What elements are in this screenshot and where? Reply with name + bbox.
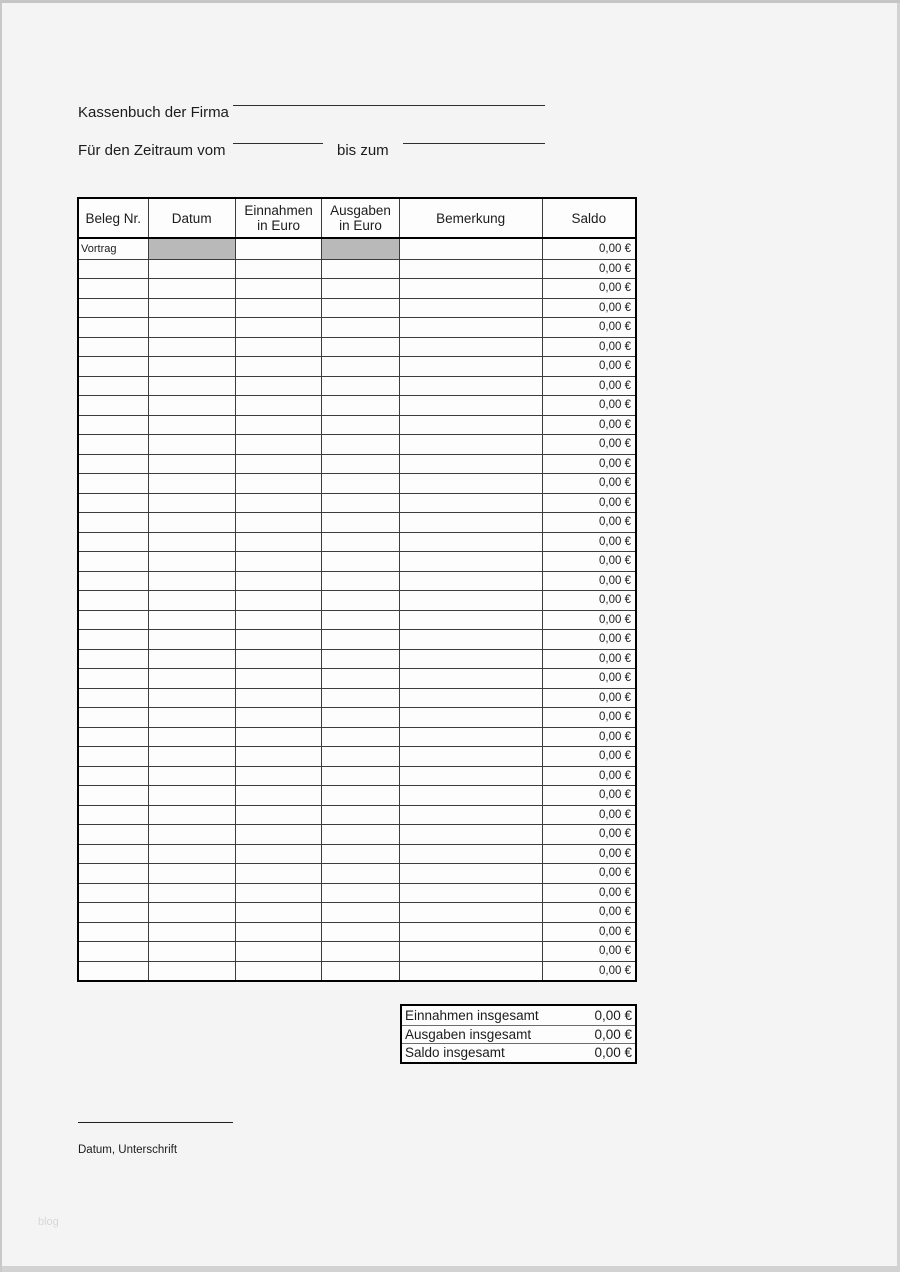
empty-cell: [322, 338, 399, 357]
empty-cell: [149, 416, 236, 435]
empty-cell: [79, 435, 149, 454]
empty-cell: [322, 396, 399, 415]
empty-cell: [400, 630, 543, 649]
empty-cell: [322, 630, 399, 649]
empty-cell: [79, 767, 149, 786]
empty-cell: [400, 318, 543, 337]
empty-cell: [79, 279, 149, 298]
saldo-cell: 0,00 €: [599, 633, 632, 646]
empty-cell: [149, 845, 236, 864]
empty-cell: [149, 513, 236, 532]
signature-line: [78, 1122, 233, 1123]
table-row: [79, 961, 635, 981]
table-row: [79, 278, 635, 298]
empty-cell: [322, 942, 399, 961]
empty-cell: [322, 377, 399, 396]
empty-cell: [79, 611, 149, 630]
empty-cell: [149, 260, 236, 279]
empty-cell: [236, 279, 322, 298]
empty-cell: [236, 884, 322, 903]
empty-cell: [400, 845, 543, 864]
saldo-cell: 0,00 €: [599, 769, 632, 782]
empty-cell: [400, 338, 543, 357]
shaded-cell: [322, 239, 399, 259]
empty-cell: [400, 728, 543, 747]
empty-cell: [149, 923, 236, 942]
table-row: [79, 512, 635, 532]
empty-cell: [79, 728, 149, 747]
empty-cell: [79, 338, 149, 357]
empty-cell: [236, 260, 322, 279]
empty-cell: [149, 357, 236, 376]
empty-cell: [400, 513, 543, 532]
empty-cell: [322, 845, 399, 864]
empty-cell: [79, 708, 149, 727]
empty-cell: [322, 708, 399, 727]
empty-cell: [149, 884, 236, 903]
empty-cell: [149, 279, 236, 298]
table-row: [79, 766, 635, 786]
empty-cell: [400, 884, 543, 903]
empty-cell: [322, 494, 399, 513]
column-header: Datum: [149, 199, 236, 237]
empty-cell: [236, 786, 322, 805]
empty-cell: [79, 513, 149, 532]
table-row: [79, 454, 635, 474]
table-row: [79, 805, 635, 825]
empty-cell: [79, 572, 149, 591]
saldo-cell: 0,00 €: [599, 438, 632, 451]
empty-cell: [236, 767, 322, 786]
empty-cell: [149, 552, 236, 571]
empty-cell: [400, 650, 543, 669]
empty-cell: [236, 650, 322, 669]
empty-cell: [322, 650, 399, 669]
empty-cell: [236, 708, 322, 727]
empty-cell: [79, 884, 149, 903]
empty-cell: [79, 786, 149, 805]
empty-cell: [322, 552, 399, 571]
saldo-cell: 0,00 €: [599, 750, 632, 763]
table-row: [79, 571, 635, 591]
empty-cell: [79, 416, 149, 435]
empty-cell: [79, 377, 149, 396]
empty-cell: [79, 669, 149, 688]
empty-cell: [236, 630, 322, 649]
empty-cell: [400, 455, 543, 474]
empty-cell: [149, 728, 236, 747]
period-to-blank-line: [403, 143, 545, 144]
saldo-cell: 0,00 €: [599, 477, 632, 490]
empty-cell: [400, 474, 543, 493]
empty-cell: [322, 299, 399, 318]
empty-cell: [400, 396, 543, 415]
empty-cell: [322, 864, 399, 883]
empty-cell: [322, 786, 399, 805]
saldo-cell: 0,00 €: [599, 282, 632, 295]
table-row: [79, 493, 635, 513]
empty-cell: [236, 338, 322, 357]
empty-cell: [149, 806, 236, 825]
empty-cell: [322, 884, 399, 903]
empty-cell: [149, 591, 236, 610]
empty-cell: [79, 299, 149, 318]
empty-cell: [322, 591, 399, 610]
table-row: [79, 824, 635, 844]
saldo-cell: 0,00 €: [599, 301, 632, 314]
table-row: [79, 707, 635, 727]
table-row: [79, 317, 635, 337]
empty-cell: [79, 396, 149, 415]
table-row: [79, 298, 635, 318]
empty-cell: [149, 494, 236, 513]
saldo-cell: 0,00 €: [599, 730, 632, 743]
saldo-cell: 0,00 €: [599, 886, 632, 899]
empty-cell: [400, 864, 543, 883]
saldo-cell: 0,00 €: [599, 613, 632, 626]
empty-cell: [322, 903, 399, 922]
table-row: [79, 727, 635, 747]
cashbook-table: [77, 197, 637, 982]
empty-cell: [79, 903, 149, 922]
empty-cell: [79, 552, 149, 571]
empty-cell: [400, 494, 543, 513]
empty-cell: [322, 689, 399, 708]
table-row: [79, 863, 635, 883]
empty-cell: [400, 747, 543, 766]
empty-cell: [236, 728, 322, 747]
empty-cell: [236, 474, 322, 493]
empty-cell: [322, 279, 399, 298]
totals-row: [402, 1043, 635, 1062]
empty-cell: [149, 377, 236, 396]
totals-label: Ausgaben insgesamt: [405, 1026, 532, 1042]
empty-cell: [400, 572, 543, 591]
table-row: [79, 649, 635, 669]
empty-cell: [149, 786, 236, 805]
table-row: [79, 356, 635, 376]
vortrag-cell: Vortrag: [79, 239, 149, 259]
table-row: [79, 473, 635, 493]
saldo-cell: 0,00 €: [599, 535, 632, 548]
empty-cell: [400, 357, 543, 376]
period-from-blank-line: [233, 143, 323, 144]
empty-cell: [79, 630, 149, 649]
empty-cell: [236, 416, 322, 435]
table-row: [79, 688, 635, 708]
empty-cell: [149, 747, 236, 766]
column-header: Einnahmen in Euro: [236, 199, 322, 237]
table-row: [79, 746, 635, 766]
empty-cell: [322, 357, 399, 376]
saldo-cell: 0,00 €: [599, 574, 632, 587]
saldo-cell: 0,00 €: [599, 691, 632, 704]
column-header: Beleg Nr.: [79, 199, 149, 237]
empty-cell: [322, 416, 399, 435]
empty-cell: [400, 689, 543, 708]
column-header: Bemerkung: [400, 199, 543, 237]
empty-cell: [400, 669, 543, 688]
saldo-cell: 0,00 €: [599, 964, 632, 977]
saldo-cell: 0,00 €: [599, 672, 632, 685]
saldo-cell: 0,00 €: [599, 652, 632, 665]
column-header: Ausgaben in Euro: [322, 199, 399, 237]
empty-cell: [149, 825, 236, 844]
empty-cell: [236, 689, 322, 708]
saldo-cell: 0,00 €: [599, 242, 631, 255]
empty-cell: [236, 825, 322, 844]
empty-cell: [400, 786, 543, 805]
table-row: [79, 883, 635, 903]
empty-cell: [236, 357, 322, 376]
empty-cell: [236, 845, 322, 864]
watermark-text: blog: [38, 1216, 59, 1228]
empty-cell: [79, 747, 149, 766]
empty-cell: [322, 474, 399, 493]
empty-cell: [79, 357, 149, 376]
empty-cell: [322, 513, 399, 532]
empty-cell: [400, 767, 543, 786]
empty-cell: [322, 962, 399, 981]
empty-cell: [400, 552, 543, 571]
empty-cell: [79, 533, 149, 552]
empty-cell: [400, 239, 543, 259]
empty-cell: [400, 299, 543, 318]
empty-cell: [322, 806, 399, 825]
saldo-cell: 0,00 €: [599, 399, 632, 412]
totals-box: [400, 1004, 637, 1064]
saldo-cell: 0,00 €: [599, 379, 632, 392]
empty-cell: [79, 864, 149, 883]
column-header: Saldo: [571, 210, 607, 226]
saldo-cell: 0,00 €: [599, 925, 632, 938]
empty-cell: [322, 767, 399, 786]
table-row: [79, 551, 635, 571]
empty-cell: [149, 767, 236, 786]
empty-cell: [149, 630, 236, 649]
empty-cell: [236, 572, 322, 591]
saldo-cell: 0,00 €: [599, 867, 632, 880]
empty-cell: [236, 962, 322, 981]
empty-cell: [149, 338, 236, 357]
totals-value: 0,00 €: [594, 1045, 632, 1061]
empty-cell: [149, 299, 236, 318]
empty-cell: [149, 708, 236, 727]
table-row: [79, 844, 635, 864]
empty-cell: [236, 494, 322, 513]
saldo-cell: 0,00 €: [599, 789, 632, 802]
empty-cell: [79, 806, 149, 825]
saldo-cell: 0,00 €: [599, 457, 632, 470]
empty-cell: [236, 669, 322, 688]
table-row: [79, 337, 635, 357]
table-row: [79, 941, 635, 961]
table-row: [79, 902, 635, 922]
empty-cell: [79, 923, 149, 942]
saldo-cell: 0,00 €: [599, 321, 632, 334]
saldo-cell: 0,00 €: [599, 516, 632, 529]
table-row: [79, 785, 635, 805]
empty-cell: [149, 533, 236, 552]
empty-cell: [149, 572, 236, 591]
empty-cell: [149, 669, 236, 688]
empty-cell: [79, 318, 149, 337]
empty-cell: [149, 689, 236, 708]
empty-cell: [149, 864, 236, 883]
totals-row: [402, 1025, 635, 1044]
empty-cell: [149, 435, 236, 454]
empty-cell: [400, 260, 543, 279]
empty-cell: [149, 474, 236, 493]
empty-cell: [79, 650, 149, 669]
empty-cell: [236, 591, 322, 610]
empty-cell: [79, 474, 149, 493]
empty-cell: [149, 650, 236, 669]
document-title: Kassenbuch der Firma: [78, 104, 229, 121]
empty-cell: [79, 494, 149, 513]
firma-blank-line: [233, 105, 545, 106]
empty-cell: [236, 513, 322, 532]
table-header-row: [79, 199, 635, 239]
saldo-cell: 0,00 €: [599, 828, 632, 841]
empty-cell: [400, 942, 543, 961]
table-row: [79, 590, 635, 610]
table-row: [79, 629, 635, 649]
empty-cell: [236, 318, 322, 337]
saldo-cell: 0,00 €: [599, 496, 632, 509]
empty-cell: [236, 611, 322, 630]
empty-cell: [400, 416, 543, 435]
saldo-cell: 0,00 €: [599, 418, 632, 431]
empty-cell: [322, 611, 399, 630]
empty-cell: [400, 825, 543, 844]
empty-cell: [322, 669, 399, 688]
empty-cell: [400, 279, 543, 298]
table-body: [79, 239, 635, 980]
totals-value: 0,00 €: [594, 1026, 632, 1042]
empty-cell: [400, 962, 543, 981]
table-row: [79, 259, 635, 279]
saldo-cell: 0,00 €: [599, 808, 632, 821]
saldo-cell: 0,00 €: [599, 594, 632, 607]
empty-cell: [149, 962, 236, 981]
saldo-cell: 0,00 €: [599, 847, 632, 860]
empty-cell: [149, 318, 236, 337]
table-row: [79, 668, 635, 688]
empty-cell: [236, 239, 322, 259]
empty-cell: [322, 728, 399, 747]
empty-cell: [236, 903, 322, 922]
empty-cell: [236, 942, 322, 961]
empty-cell: [400, 708, 543, 727]
empty-cell: [79, 845, 149, 864]
empty-cell: [400, 377, 543, 396]
empty-cell: [322, 533, 399, 552]
empty-cell: [236, 923, 322, 942]
empty-cell: [236, 455, 322, 474]
empty-cell: [400, 533, 543, 552]
empty-cell: [236, 377, 322, 396]
totals-value: 0,00 €: [594, 1007, 632, 1023]
saldo-cell: 0,00 €: [599, 945, 632, 958]
vortrag-row: [79, 239, 635, 259]
table-row: [79, 610, 635, 630]
table-row: [79, 415, 635, 435]
empty-cell: [400, 806, 543, 825]
empty-cell: [400, 591, 543, 610]
empty-cell: [322, 825, 399, 844]
empty-cell: [236, 552, 322, 571]
table-row: [79, 395, 635, 415]
empty-cell: [79, 689, 149, 708]
signature-label: Datum, Unterschrift: [78, 1144, 178, 1156]
empty-cell: [236, 299, 322, 318]
empty-cell: [236, 747, 322, 766]
empty-cell: [79, 825, 149, 844]
empty-cell: [400, 923, 543, 942]
empty-cell: [322, 572, 399, 591]
empty-cell: [149, 903, 236, 922]
empty-cell: [322, 455, 399, 474]
totals-label: Einnahmen insgesamt: [405, 1007, 539, 1023]
empty-cell: [79, 455, 149, 474]
totals-row: [402, 1006, 635, 1025]
table-row: [79, 376, 635, 396]
empty-cell: [149, 942, 236, 961]
empty-cell: [236, 533, 322, 552]
empty-cell: [79, 942, 149, 961]
empty-cell: [79, 591, 149, 610]
saldo-cell: 0,00 €: [599, 906, 632, 919]
period-to-label: bis zum: [337, 142, 389, 159]
empty-cell: [236, 864, 322, 883]
saldo-cell: 0,00 €: [599, 360, 632, 373]
empty-cell: [322, 923, 399, 942]
period-from-label: Für den Zeitraum vom: [78, 142, 226, 159]
empty-cell: [149, 455, 236, 474]
table-row: [79, 434, 635, 454]
saldo-cell: 0,00 €: [599, 711, 632, 724]
empty-cell: [236, 396, 322, 415]
empty-cell: [236, 806, 322, 825]
empty-cell: [322, 747, 399, 766]
empty-cell: [236, 435, 322, 454]
saldo-cell: 0,00 €: [599, 340, 632, 353]
empty-cell: [322, 260, 399, 279]
totals-label: Saldo insgesamt: [405, 1045, 505, 1061]
shaded-cell: [149, 239, 236, 259]
saldo-cell: 0,00 €: [599, 555, 632, 568]
empty-cell: [400, 903, 543, 922]
empty-cell: [322, 318, 399, 337]
saldo-cell: 0,00 €: [599, 262, 632, 275]
empty-cell: [149, 611, 236, 630]
empty-cell: [149, 396, 236, 415]
empty-cell: [79, 260, 149, 279]
empty-cell: [322, 435, 399, 454]
table-row: [79, 532, 635, 552]
table-row: [79, 922, 635, 942]
empty-cell: [79, 962, 149, 981]
empty-cell: [400, 611, 543, 630]
empty-cell: [400, 435, 543, 454]
